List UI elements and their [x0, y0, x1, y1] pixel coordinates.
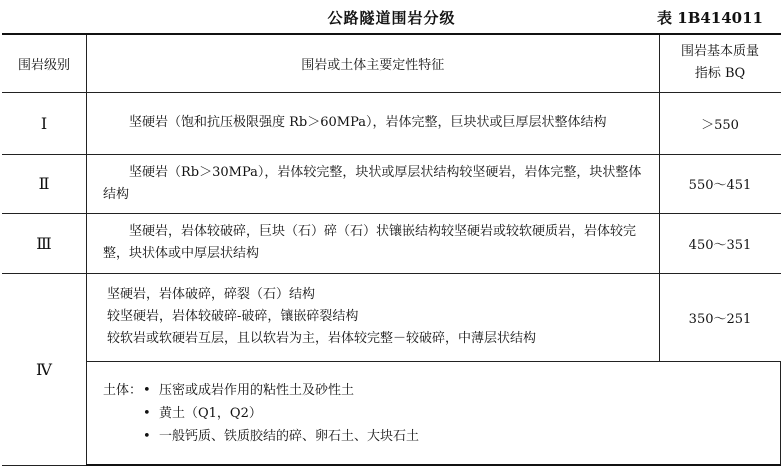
- feature-text: 坚硬岩（饱和抗压极限强度 Rb＞60MPa），岩体完整，巨块状或巨厚层状整体结构: [129, 115, 607, 130]
- soil-item-text: 一般钙质、铁质胶结的碎、卵石土、大块石土: [159, 429, 420, 445]
- level-cell: Ⅲ: [2, 213, 87, 273]
- soil-row: [2, 361, 781, 465]
- soil-item: [143, 425, 772, 448]
- rock-classification-table: [2, 33, 781, 466]
- level-cell: Ⅰ: [2, 92, 87, 154]
- table-title: 公路隧道围岩分级: [327, 9, 456, 27]
- bullet-icon: •: [143, 429, 151, 445]
- bullet-icon: •: [143, 383, 151, 399]
- feature-cell: [87, 273, 660, 361]
- header-bq-line1: 围岩基本质量: [680, 44, 759, 60]
- soil-item: [143, 402, 772, 425]
- feature-text: 坚硬岩，岩体较破碎，巨块（石）碎（石）状镶嵌结构较坚硬岩或较软硬质岩，岩体较完整，块状体或中厚层状结构: [103, 224, 637, 261]
- soil-block: [103, 379, 772, 448]
- bq-cell: 450～351: [659, 213, 781, 273]
- soil-items: [143, 379, 772, 448]
- header-level: 围岩级别: [2, 34, 87, 92]
- bullet-icon: •: [143, 406, 151, 422]
- header-bq-line2: 指标 BQ: [694, 66, 746, 82]
- table-row: [2, 213, 781, 273]
- table-row: [2, 92, 781, 154]
- soil-item: [143, 379, 772, 402]
- feature-line: 较坚硬岩，岩体较破碎-破碎，镶嵌碎裂结构: [107, 309, 359, 324]
- soil-label: 土体：: [103, 383, 143, 399]
- soil-cell: [87, 361, 781, 465]
- header-bq: [659, 34, 781, 92]
- bq-cell: 350～251: [659, 273, 781, 361]
- soil-item-text: 黄土（Q1，Q2）: [159, 406, 262, 422]
- feature-line: 坚硬岩，岩体破碎，碎裂（石）结构: [107, 287, 316, 302]
- feature-cell: [87, 92, 660, 154]
- bq-cell: ＞550: [659, 92, 781, 154]
- feature-line: 较软岩或软硬岩互层，且以软岩为主，岩体较完整－较破碎，中薄层状结构: [107, 331, 537, 346]
- soil-item-text: 压密或成岩作用的粘性土及砂性土: [159, 383, 355, 399]
- table-row: [2, 273, 781, 361]
- header-features: 围岩或土体主要定性特征: [87, 34, 660, 92]
- feature-cell: [87, 213, 660, 273]
- header-row: [2, 34, 781, 92]
- feature-cell: [87, 154, 660, 213]
- level-cell: Ⅳ: [2, 273, 87, 465]
- table-row: [2, 154, 781, 213]
- bq-cell: 550～451: [659, 154, 781, 213]
- table-number: 表 1B414011: [657, 9, 763, 27]
- level-cell: Ⅱ: [2, 154, 87, 213]
- feature-text: 坚硬岩（Rb＞30MPa），岩体较完整，块状或厚层状结构较坚硬岩，岩体完整，块状整体结构: [103, 164, 642, 202]
